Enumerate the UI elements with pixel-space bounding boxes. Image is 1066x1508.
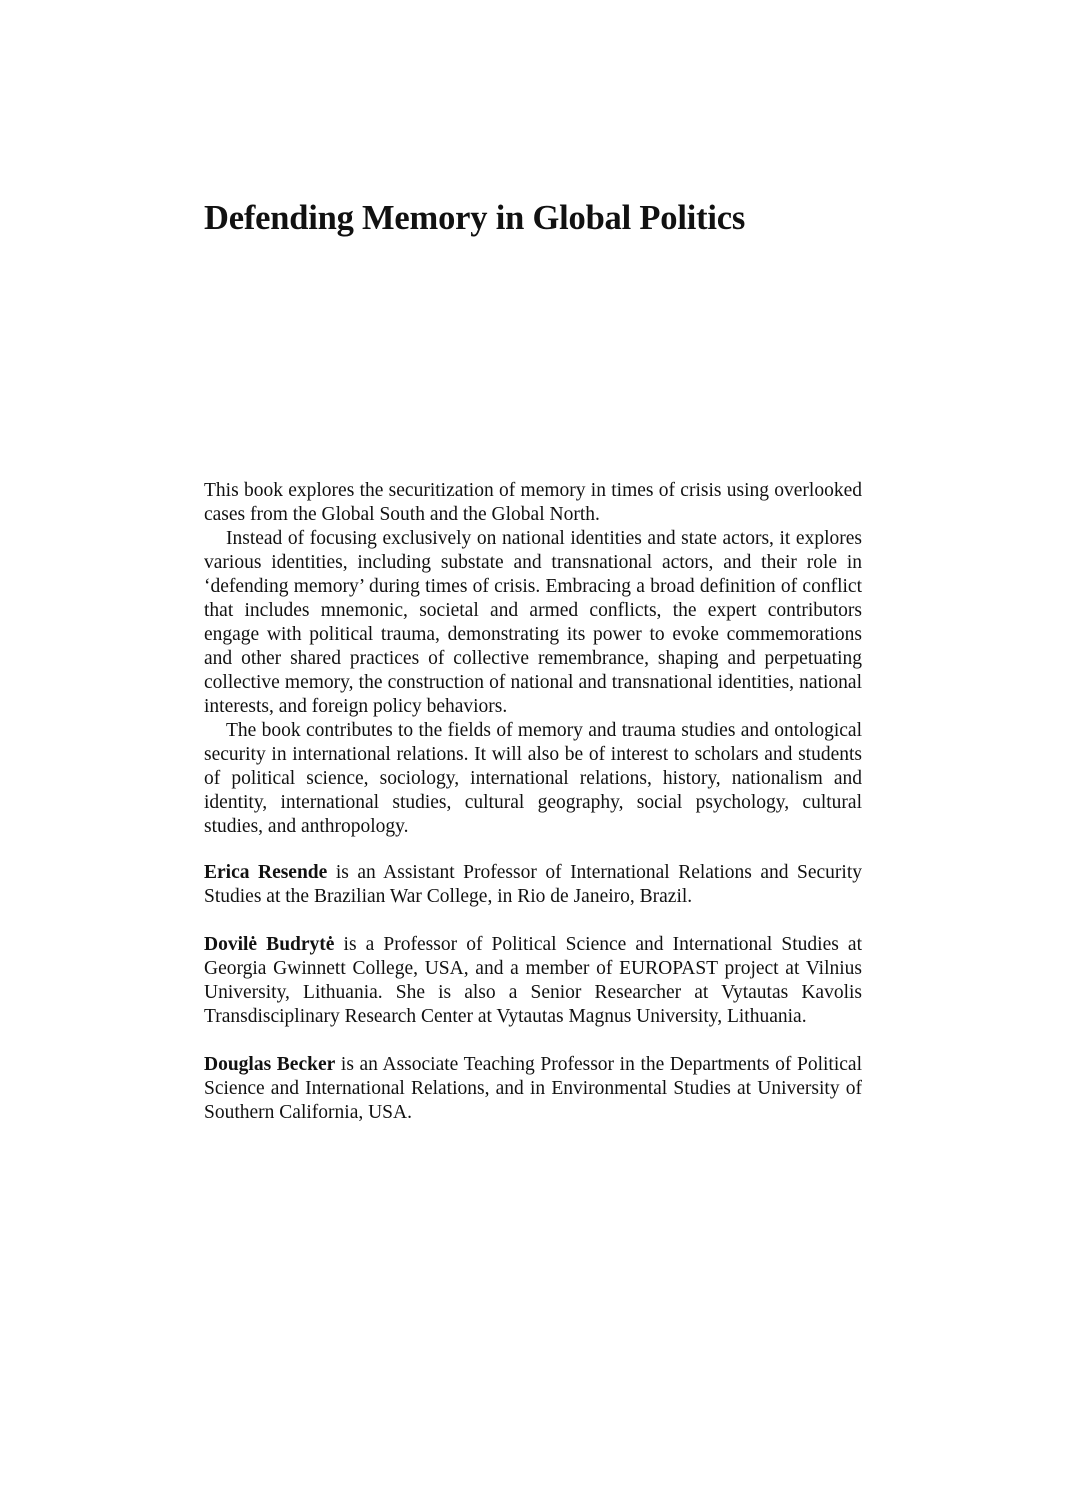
description-paragraph: The book contributes to the fields of memory and trauma studies and ontological security in international relations. It will also be of interest to scholars and students of political science, sociology, international relations, history, nationalism and identity, international studies, cultural geography, social psychology, cultural studies, and anthropology. bbox=[204, 720, 862, 837]
author-bio-text: is an Associate Teaching Professor in the Departments of Political Science and International Relations, and in Environmental Studies at University of Southern California, USA. bbox=[204, 1054, 862, 1123]
author-name: Erica Resende bbox=[204, 862, 328, 883]
author-bio bbox=[204, 861, 862, 909]
author-bio bbox=[204, 1053, 862, 1125]
author-name: Dovilė Budrytė bbox=[204, 934, 335, 955]
book-description bbox=[204, 479, 862, 839]
author-bio bbox=[204, 933, 862, 1029]
description-paragraph: Instead of focusing exclusively on national identities and state actors, it explores various identities, including substate and transnational actors, and their role in ‘defending memory’ during times of crisis. Embracing a broad definition of conflict that includes mnemonic, societal and armed conflicts, the expert contributors engage with political trauma, demonstrating its power to evoke commemorations and other shared practices of collective remembrance, shaping and perpetuating collective memory, the construction of national and transnational identities, national interests, and foreign policy behaviors. bbox=[204, 528, 862, 717]
author-bio-text: is a Professor of Political Science and International Studies at Georgia Gwinnett College, USA, and a member of EUROPAST project at Vilnius University, Lithuania. She is also a Senior Researcher at Vytautas Kavolis Transdisciplinary Research Center at Vytautas Magnus University, Lithuania. bbox=[204, 934, 862, 1027]
book-title: Defending Memory in Global Politics bbox=[204, 199, 746, 237]
author-name: Douglas Becker bbox=[204, 1054, 336, 1075]
description-paragraph: This book explores the securitization of memory in times of crisis using overlooked cases from the Global South and the Global North. bbox=[204, 480, 862, 525]
author-bio-text: is an Assistant Professor of International Relations and Security Studies at the Brazilian War College, in Rio de Janeiro, Brazil. bbox=[204, 862, 862, 907]
